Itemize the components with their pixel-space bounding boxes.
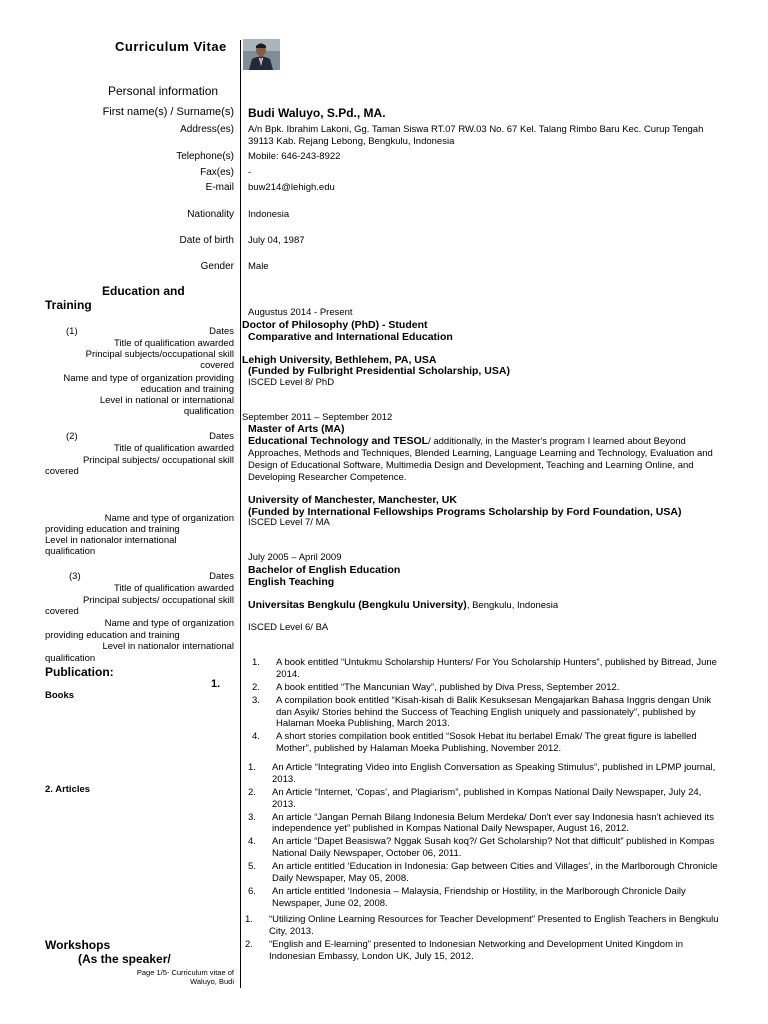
edu2-level-label-2: qualification bbox=[45, 546, 96, 557]
education-heading-2: Training bbox=[45, 298, 92, 312]
edu1-number: (1) bbox=[66, 326, 78, 337]
edu3-level: ISCED Level 6/ BA bbox=[248, 622, 329, 633]
telephone-value: Mobile: 646-243-8922 bbox=[248, 151, 341, 162]
profile-photo bbox=[243, 39, 280, 70]
nationality-label: Nationality bbox=[187, 209, 234, 220]
list-item: 3. An article “Jangan Pernah Bilang Indonesia Belum Merdeka/ Don't ever say Indonesia hasn't achieved its independence yet” published in Kompas National Daily Newspaper, August 16, 2012. bbox=[248, 811, 714, 835]
email-value[interactable]: buw214@lehigh.edu bbox=[248, 182, 335, 193]
edu1-org-label: Name and type of organization providing bbox=[63, 373, 234, 384]
edu3-org-label-2: providing education and training bbox=[45, 630, 180, 641]
dob-value: July 04, 1987 bbox=[248, 235, 305, 246]
list-item: 2. A book entitled “The Mancunian Way”, published by Diva Press, September 2012. bbox=[252, 681, 620, 693]
edu3-subjects: English Teaching bbox=[248, 576, 335, 588]
dob-label: Date of birth bbox=[179, 235, 234, 246]
books-number: 1. bbox=[211, 678, 221, 690]
edu3-dates: July 2005 – April 2009 bbox=[248, 552, 342, 563]
edu3-level-label-2: qualification bbox=[45, 653, 96, 664]
edu1-org-label-2: education and training bbox=[140, 384, 234, 395]
nationality-value: Indonesia bbox=[248, 209, 290, 220]
fax-value: - bbox=[248, 167, 252, 178]
telephone-label: Telephone(s) bbox=[176, 151, 234, 162]
cv-title: Curriculum Vitae bbox=[115, 39, 227, 54]
list-item: 1. A book entitled “Untukmu Scholarship Hunters/ For You Scholarship Hunters”, published by Bitread, June 2014. bbox=[252, 657, 717, 680]
edu1-org-note: (Funded by Fulbright Presidential Scholarship, USA) bbox=[248, 365, 510, 377]
edu2-subjects bbox=[248, 435, 718, 484]
workshops-list bbox=[245, 914, 722, 964]
edu2-org: University of Manchester, Manchester, UK bbox=[248, 494, 457, 506]
list-item: 6. An article entitled ‘Indonesia – Malaysia, Friendship or Hostility, in the Marlborough Chronicle Daily Newspaper, June 02, 2008. bbox=[248, 885, 686, 909]
edu3-org-name: Universitas Bengkulu (Bengkulu University) bbox=[248, 599, 467, 611]
edu2-org-label: Name and type of organization bbox=[104, 513, 234, 524]
education-heading: Education and bbox=[102, 284, 185, 298]
edu3-org bbox=[248, 599, 558, 612]
workshops-subheading: (As the speaker/ bbox=[78, 952, 171, 966]
publication-heading: Publication: bbox=[45, 665, 114, 679]
list-item: 3. A compilation book entitled “Kisah-kisah di Balik Kesuksesan Mengajarkan Bahasa Inggris dengan Unik dan Asyik/ Stories behind the Success of Teaching English uniquely and passionately”, published by Halaman Moeka Publishing, March 2013. bbox=[252, 694, 712, 730]
edu1-org: Lehigh University, Bethlehem, PA, USA bbox=[242, 354, 437, 366]
edu1-subjects: Comparative and International Education bbox=[248, 331, 453, 343]
gender-label: Gender bbox=[200, 261, 234, 272]
personal-info-heading: Personal information bbox=[108, 84, 219, 98]
edu2-number: (2) bbox=[66, 431, 78, 442]
books-list bbox=[252, 657, 722, 756]
edu1-subjects-label: Principal subjects/occupational skill bbox=[85, 349, 234, 360]
list-item: 1. “Utilizing Online Learning Resources for Teacher Development” Presented to English Teachers in Bengkulu City, 2013. bbox=[245, 914, 719, 937]
list-item: 4. A short stories compilation book entitled “Sosok Hebat itu berlabel Emak/ The great figure is labelled Mother”, published by Halaman Moeka Publishing, November 2012. bbox=[252, 731, 697, 755]
edu1-dates: Augustus 2014 - Present bbox=[248, 307, 353, 318]
articles-label: 2. Articles bbox=[45, 784, 91, 795]
articles-list bbox=[248, 762, 722, 911]
edu2-subjects-detail: / additionally, in the Master's program I learned about Beyond Approaches, Methods and Techniques, Blended Learning, Language Learning and Technology, Evaluation and Design of Educational Software, Multimedia Design and Development, Teaching and Learning Online, and Developing Researcher Competence. bbox=[248, 436, 713, 483]
edu1-level-label-2: qualification bbox=[183, 406, 234, 417]
address-label: Address(es) bbox=[180, 124, 234, 135]
fax-label: Fax(es) bbox=[200, 167, 234, 178]
workshops-heading: Workshops bbox=[45, 938, 111, 952]
address-value: A/n Bpk. Ibrahim Lakoni, Gg. Taman Siswa RT.07 RW.03 No. 67 Kel. Talang Rimbo Baru Kec. Curup Tengah 39113 Kab. Rejang Lebong, Bengkulu, Indonesia bbox=[248, 124, 704, 147]
edu3-subjects-label-2: covered bbox=[45, 606, 79, 617]
footer-line-1: Page 1/5- Curriculum vitae of bbox=[136, 968, 234, 977]
edu3-level-label: Level in nationalor international bbox=[102, 641, 234, 652]
footer-line-2: Waluyo, Budi bbox=[190, 977, 234, 986]
edu3-number: (3) bbox=[69, 571, 81, 582]
edu3-org-label: Name and type of organization bbox=[104, 618, 234, 629]
edu1-dates-label: Dates bbox=[209, 326, 234, 337]
edu1-level-label: Level in national or international bbox=[99, 395, 234, 406]
name-label: First name(s) / Surname(s) bbox=[102, 106, 234, 118]
edu2-title-label: Title of qualification awarded bbox=[113, 443, 234, 454]
edu1-level: ISCED Level 8/ PhD bbox=[248, 377, 335, 388]
list-item: 2. “English and E-learning” presented to Indonesian Networking and Development United Kingdom in Indonesian Embassy, London UK, July 15, 2012. bbox=[245, 938, 684, 962]
list-item: 1. An Article “Integrating Video into English Conversation as Speaking Stimulus”, published in LPMP journal, 2013. bbox=[248, 762, 716, 785]
edu2-dates-label: Dates bbox=[209, 431, 234, 442]
name-value: Budi Waluyo, S.Pd., MA. bbox=[248, 106, 386, 120]
books-label: Books bbox=[45, 690, 75, 701]
edu2-subjects-label: Principal subjects/ occupational skill bbox=[82, 455, 234, 466]
edu3-org-location: , Bengkulu, Indonesia bbox=[466, 600, 559, 611]
edu3-dates-label: Dates bbox=[209, 571, 234, 582]
edu3-subjects-label: Principal subjects/ occupational skill bbox=[82, 595, 234, 606]
edu2-subjects-main: Educational Technology and TESOL bbox=[248, 435, 429, 447]
edu3-title-label: Title of qualification awarded bbox=[113, 583, 234, 594]
list-item: 5. An article entitled ‘Education in Indonesia: Gap between Cities and Villages’, in the Marlborough Chronicle Daily Newspaper, May 05, 2008. bbox=[248, 861, 718, 884]
edu1-title: Doctor of Philosophy (PhD) - Student bbox=[242, 319, 428, 331]
column-divider bbox=[240, 40, 241, 988]
edu1-title-label: Title of qualification awarded bbox=[113, 338, 234, 349]
list-item: 2. An Article “Internet, ‘Copas’, and Plagiarism”, published in Kompas National Daily Newspaper, July 24, 2013. bbox=[248, 786, 702, 810]
edu2-title: Master of Arts (MA) bbox=[248, 423, 345, 435]
edu2-level-label: Level in nationalor international bbox=[45, 535, 177, 546]
edu2-level: ISCED Level 7/ MA bbox=[248, 517, 330, 528]
edu2-org-label-2: providing education and training bbox=[45, 524, 180, 535]
edu2-dates: September 2011 – September 2012 bbox=[242, 412, 393, 423]
list-item: 4. An article “Dapet Beasiswa? Nggak Susah koq?/ Get Scholarship? Not that difficult” published in Kompas National Daily Newspaper, October 06, 2011. bbox=[248, 836, 715, 860]
gender-value: Male bbox=[248, 261, 269, 272]
edu2-org-note: (Funded by International Fellowships Programs Scholarship by Ford Foundation, USA) bbox=[248, 506, 682, 518]
email-label: E-mail bbox=[205, 182, 234, 193]
edu1-subjects-label-2: covered bbox=[200, 360, 234, 371]
edu2-subjects-label-2: covered bbox=[45, 466, 79, 477]
edu3-title: Bachelor of English Education bbox=[248, 564, 401, 576]
